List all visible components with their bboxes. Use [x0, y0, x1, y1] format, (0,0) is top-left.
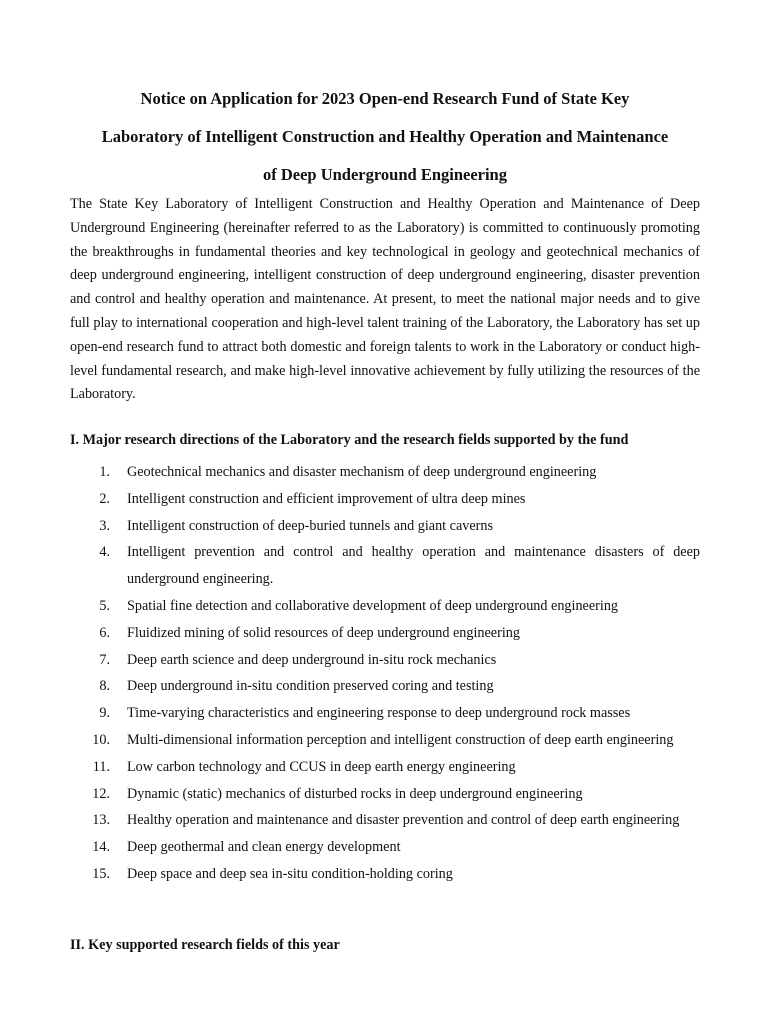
- list-item: [70, 781, 700, 808]
- list-item-text: Fluidized mining of solid resources of deep underground engineering: [127, 624, 520, 641]
- list-item-number: 14.: [92, 839, 110, 856]
- list-item-number: 1.: [99, 464, 110, 480]
- list-item: [70, 727, 700, 754]
- list-item-number: 2.: [99, 490, 110, 507]
- list-item-text: Multi-dimensional information perception and intelligent construction of deep earth engineering: [127, 731, 674, 748]
- list-item-text: Spatial fine detection and collaborative development of deep underground engineering: [127, 597, 619, 614]
- list-item: [70, 593, 700, 620]
- list-item-text: Geotechnical mechanics and disaster mechanism of deep underground engineering: [127, 464, 597, 480]
- title-line-2: Laboratory of Intelligent Construction and Healthy Operation and Maintenance: [101, 127, 669, 146]
- list-item-number: 7.: [99, 651, 110, 668]
- list-item-text: Deep space and deep sea in-situ condition-holding coring: [127, 865, 453, 882]
- list-item-number: 15.: [92, 865, 110, 882]
- list-item-text: Deep geothermal and clean energy development: [127, 839, 401, 856]
- title-line-3: of Deep Underground Engineering: [262, 165, 507, 184]
- list-item-text: Intelligent prevention and control and healthy operation and maintenance disasters of deep underground engineering.: [127, 544, 700, 588]
- list-item-number: 4.: [99, 544, 110, 561]
- list-item-text: Low carbon technology and CCUS in deep earth energy engineering: [127, 758, 516, 775]
- list-item: [70, 513, 700, 540]
- list-item-number: 11.: [92, 758, 110, 775]
- list-item: [70, 620, 700, 647]
- section-2-heading: II. Key supported research fields of this year: [70, 937, 340, 953]
- list-item: [70, 647, 700, 674]
- list-item-number: 6.: [99, 624, 110, 641]
- list-item: [70, 834, 700, 861]
- list-item-number: 13.: [92, 812, 110, 829]
- list-item: [70, 673, 700, 700]
- list-item: [70, 539, 700, 593]
- list-item-text: Deep earth science and deep underground in-situ rock mechanics: [127, 651, 497, 668]
- research-fields-list: [70, 459, 700, 888]
- list-item-text: Dynamic (static) mechanics of disturbed rocks in deep underground engineering: [127, 785, 583, 802]
- list-item-text: Time-varying characteristics and engineering response to deep underground rock masses: [127, 705, 631, 722]
- intro-paragraph: The State Key Laboratory of Intelligent Construction and Healthy Operation and Maintenance of Deep Underground Engineering (hereinafter referred to as the Laboratory) is committed to continuously promoting the breakthroughs in fundamental theories and key technological in geology and geotechnical mechanics of deep underground engineering, intelligent construction of deep underground engineering, disaster prevention and control and healthy operation and maintenance. At present, to meet the national major needs and to give full play to international cooperation and high-level talent training of the Laboratory, the Laboratory has set up open-end research fund to attract both domestic and foreign talents to work in the Laboratory or conduct high-level fundamental research, and make high-level innovative achievement by fully utilizing the resources of the Laboratory.: [70, 196, 700, 403]
- list-item: [70, 486, 700, 513]
- list-item: [70, 754, 700, 781]
- list-item: [70, 700, 700, 727]
- list-item: [70, 459, 700, 486]
- list-item-number: 8.: [99, 678, 110, 695]
- list-item: [70, 861, 700, 888]
- list-item-number: 9.: [99, 705, 110, 722]
- list-item-number: 12.: [92, 785, 110, 802]
- list-item: [70, 807, 700, 834]
- section-1-heading: I. Major research directions of the Laboratory and the research fields supported by the fund: [70, 432, 629, 448]
- list-item-text: Intelligent construction of deep-buried tunnels and giant caverns: [127, 517, 494, 534]
- list-item-text: Deep underground in-situ condition preserved coring and testing: [127, 678, 494, 695]
- list-item-text: Intelligent construction and efficient improvement of ultra deep mines: [127, 490, 526, 507]
- list-item-number: 5.: [99, 597, 110, 614]
- list-item-text: Healthy operation and maintenance and disaster prevention and control of deep earth engineering: [127, 812, 680, 829]
- title-line-1: Notice on Application for 2023 Open-end Research Fund of State Key: [140, 89, 630, 108]
- list-item-number: 3.: [99, 517, 110, 534]
- list-item-number: 10.: [92, 731, 110, 748]
